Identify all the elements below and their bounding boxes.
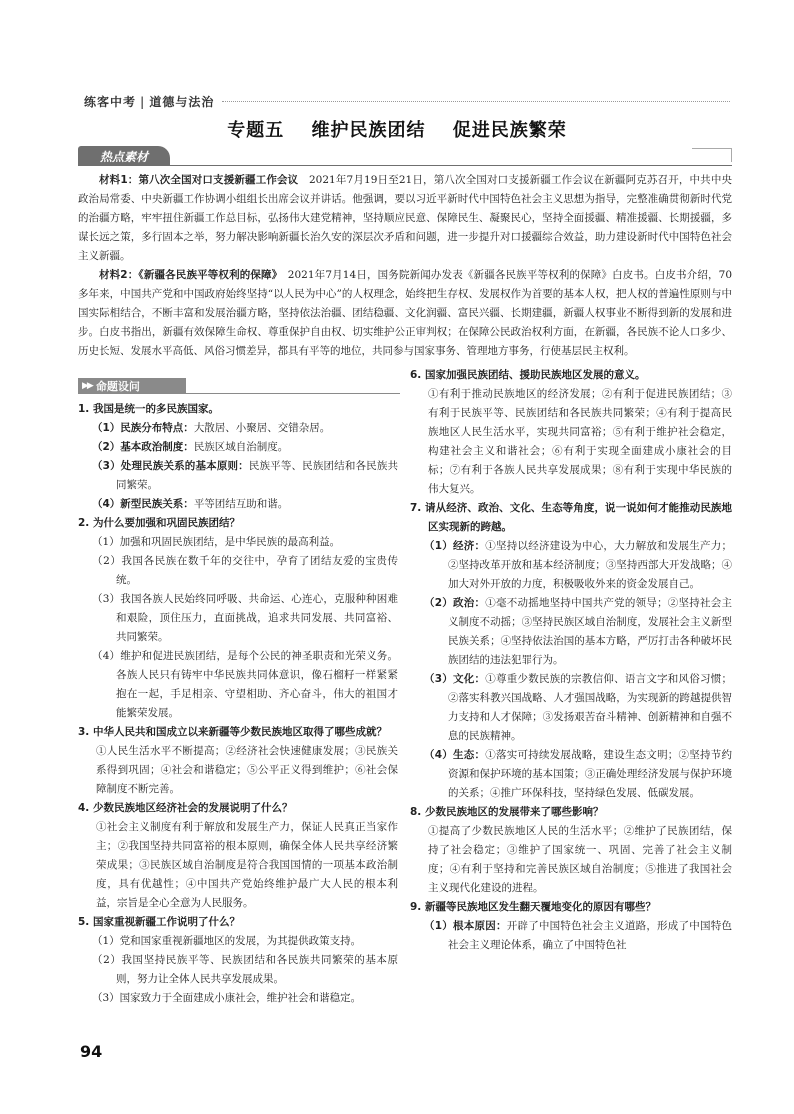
question-section-label: 命题设问: [95, 380, 140, 393]
answer-item: [410, 917, 732, 955]
answer-item-label: （4）新型民族关系：: [92, 498, 194, 510]
answer-item-text: （1）党和国家重视新疆地区的发展，为其提供政策支持。: [92, 935, 362, 947]
page-number: 94: [80, 1042, 103, 1061]
hot-material-rule: [78, 165, 732, 166]
material-text: 2021年7月19日至21日，第八次全国对口支援新疆工作会议在新疆阿克苏召开，中共中央政治局常委、中央新疆工作协调小组组长出席会议并讲话。他强调，要以习近平新时代中国特色社会主义思想为指导，完整准确贯彻新时代党的治疆方略，牢牢扭住新疆工作总目标，弘扬伟大建党精神，坚持顺应民意、保障民生、凝聚民心，坚持全面援疆、精准援疆、长期援疆，多谋长远之策，多行固本之举，努力解决影响新疆长治久安的深层次矛盾和问题，进一步提升对口援疆综合效益，助力建设新时代中国特色社会主义新疆。: [78, 174, 733, 262]
left-column: [78, 400, 398, 1008]
question-block: [78, 799, 398, 913]
hot-material-corner: [692, 148, 732, 162]
question-title: 2. 为什么要加强和巩固民族团结？: [78, 517, 240, 529]
answer-item-label: （2）基本政治制度：: [92, 441, 194, 453]
answer-item-text: 民族平等、民族团结和各民族共同繁荣。: [116, 460, 399, 491]
material-label: 材料1：第八次全国对口支援新疆工作会议: [99, 174, 299, 186]
answer-item: [78, 590, 398, 647]
material-text: 2021年7月14日，国务院新闻办发表《新疆各民族平等权利的保障》白皮书。白皮书介绍，70多年来，中国共产党和中国政府始终坚持“以人民为中心”的人权理念，始终把生存权、发展权作为首要的基本人权，把人权的普遍性原则与中国实际相结合，不断丰富和发展治疆方略，坚持依法治疆、团结稳疆、文化润疆、富民兴疆、长期建疆，新疆人权事业不断得到新的发展和进步。白皮书指出，新疆有效保障生命权、尊重保护自由权、切实维护公正审判权；在保障公民政治权利方面，在新疆，各民族不论人口多少、历史长短、发展水平高低、风俗习惯差异，都具有平等的地位，共同参与国家事务、管理地方事务，行使基层民主权利。: [78, 269, 732, 357]
answer-item-text: （2）我国坚持民族平等、民族团结和各民族共同繁荣的基本原则，努力让全体人民共享发展成果。: [92, 954, 398, 985]
question-title: 6. 国家加强民族团结、援助民族地区发展的意义。: [410, 369, 646, 381]
material-2: [78, 266, 732, 361]
answer-item: [78, 419, 398, 438]
question-block: [410, 499, 732, 803]
question-block: [410, 366, 732, 499]
answer-item: [78, 533, 398, 552]
answer-item: [78, 951, 398, 989]
answer-item: [78, 932, 398, 951]
answer-item: [78, 552, 398, 590]
answer-item-label: （4）生态：: [424, 749, 486, 761]
answer-item: [78, 989, 398, 1008]
answer-item-label: （1）民族分布特点：: [92, 422, 194, 434]
answer-item: [78, 438, 398, 457]
question-title: 7. 请从经济、政治、文化、生态等角度，说一说如何才能推动民族地区实现新的跨越。: [410, 502, 732, 533]
question-title: 3. 中华人民共和国成立以来新疆等少数民族地区取得了哪些成就？: [78, 726, 387, 738]
page-title: [0, 116, 794, 142]
answer-item-text: 开辟了中国特色社会主义道路，形成了中国特色社会主义理论体系，确立了中国特色社: [448, 920, 732, 951]
answer-item: [78, 647, 398, 723]
question-block: [410, 803, 732, 898]
answer-item-text: （4）维护和促进民族团结，是每个公民的神圣职责和光荣义务。各族人民只有铸牢中华民族共同体意识，像石榴籽一样紧紧抱在一起，手足相亲、守望相助、齐心奋斗，伟大的祖国才能繁荣发展。: [92, 650, 398, 719]
answer-item: [410, 670, 732, 746]
title-part-1: 专题五: [227, 120, 285, 141]
answer-item-label: （2）政治：: [424, 597, 486, 609]
answer-item-text: ①落实可持续发展战略，建设生态文明；②坚持节约资源和保护环境的基本国策；③正确处理经济发展与保护环境的关系；④推广环保科技，坚持绿色发展、低碳发展。: [448, 749, 733, 799]
answer-item-text: 平等团结互助和谐。: [193, 498, 289, 510]
question-title: 5. 国家重视新疆工作说明了什么？: [78, 916, 240, 928]
brand-name: 练客中考: [84, 94, 137, 109]
question-section-tab: [78, 378, 186, 394]
materials-section: [78, 171, 732, 361]
hot-material-tab: 热点素材: [78, 146, 170, 166]
title-part-3: 促进民族繁荣: [452, 120, 567, 141]
right-column: [410, 366, 732, 955]
answer-item-text: ①坚持以经济建设为中心，大力解放和发展生产力；②坚持改革开放和基本经济制度；③坚持西部大开发战略；④加大对外开放的力度，积极吸收外来的资金发展自己。: [448, 540, 733, 590]
answer-text: ①人民生活水平不断提高；②经济社会快速健康发展；③民族关系得到巩固；④社会和谐稳定；⑤公平正义得到维护；⑥社会保障制度不断完善。: [96, 745, 398, 795]
answer-item-text: 民族区域自治制度。: [193, 441, 289, 453]
question-block: [78, 400, 398, 514]
answer-item-label: （1）根本原因：: [424, 920, 507, 932]
brand: 练客中考 | 道德与法治: [84, 94, 215, 109]
answer-item: [410, 537, 732, 594]
question-title: 9. 新疆等民族地区发生翻天覆地变化的原因有哪些？: [410, 901, 656, 913]
answer-item: [410, 594, 732, 670]
question-block: [78, 913, 398, 1008]
material-1: [78, 171, 732, 266]
answer-item: [78, 457, 398, 495]
answer-text: ①提高了少数民族地区人民的生活水平；②维护了民族团结，保持了社会稳定；③维护了国家统一、巩固、完善了社会主义制度；④有利于坚持和完善民族区域自治制度；⑤推进了我国社会主义现代化建设的进程。: [428, 825, 732, 894]
page-header: [84, 92, 730, 110]
question-block: [78, 514, 398, 723]
title-part-2: 维护民族团结: [311, 120, 426, 141]
answer-item-text: （1）加强和巩固民族团结，是中华民族的最高利益。: [92, 536, 341, 548]
question-block: [78, 723, 398, 799]
answer-text: ①有利于推动民族地区的经济发展；②有利于促进民族团结；③有利于民族平等、民族团结和各民族共同繁荣；④有利于提高民族地区人民生活水平，实现共同富裕；⑤有利于维护社会稳定，构建社会主义和谐社会；⑥有利于实现全面建成小康社会的目标；⑦有利于各族人民共享发展成果；⑧有利于实现中华民族的伟大复兴。: [428, 388, 732, 495]
answer-item: [78, 495, 398, 514]
answer-item-text: （2）我国各民族在数千年的交往中，孕育了团结友爱的宝贵传统。: [92, 555, 398, 586]
question-title: 8. 少数民族地区的发展带来了哪些影响？: [410, 806, 604, 818]
question-section-rule: [78, 393, 400, 394]
subject-name: 道德与法治: [149, 94, 215, 109]
answer-text: ①社会主义制度有利于解放和发展生产力，保证人民真正当家作主；②我国坚持共同富裕的根本原则，确保全体人民共享经济繁荣成果；③民族区域自治制度是符合我国国情的一项基本政治制度，具有优越性；④中国共产党始终维护最广大人民的根本利益，宗旨是全心全意为人民服务。: [96, 821, 398, 909]
answer-item-text: （3）我国各族人民始终同呼吸、共命运、心连心，克服种种困难和艰险，顶住压力，直面挑战，追求共同发展、共同富裕、共同繁荣。: [92, 593, 398, 643]
header-divider: [222, 101, 730, 102]
answer-item-label: （1）经济：: [424, 540, 486, 552]
answer-item-label: （3）文化：: [424, 673, 486, 685]
question-title: 1. 我国是统一的多民族国家。: [78, 403, 219, 415]
answer-item-label: （3）处理民族关系的基本原则：: [92, 460, 249, 472]
answer-item-text: ①尊重少数民族的宗教信仰、语言文字和风俗习惯；②落实科教兴国战略、人才强国战略，为实现新的跨越提供智力支持和人才保障；③发扬艰苦奋斗精神、创新精神和自强不息的民族精神。: [448, 673, 733, 742]
answer-item-text: 大散居、小聚居、交错杂居。: [193, 422, 331, 434]
question-block: [410, 898, 732, 955]
double-chevron-icon: ▶▶: [82, 381, 92, 391]
answer-item-text: （3）国家致力于全面建成小康社会，维护社会和谐稳定。: [92, 992, 362, 1004]
question-title: 4. 少数民族地区经济社会的发展说明了什么？: [78, 802, 293, 814]
material-label: 材料2：《新疆各民族平等权利的保障》: [99, 269, 278, 281]
answer-item: [410, 746, 732, 803]
answer-item-text: ①毫不动摇地坚持中国共产党的领导；②坚持社会主义制度不动摇；③坚持民族区域自治制度，发展社会主义新型民族关系；④坚持依法治国的基本方略，严厉打击各种破坏民族团结的违法犯罪行为。: [448, 597, 733, 666]
